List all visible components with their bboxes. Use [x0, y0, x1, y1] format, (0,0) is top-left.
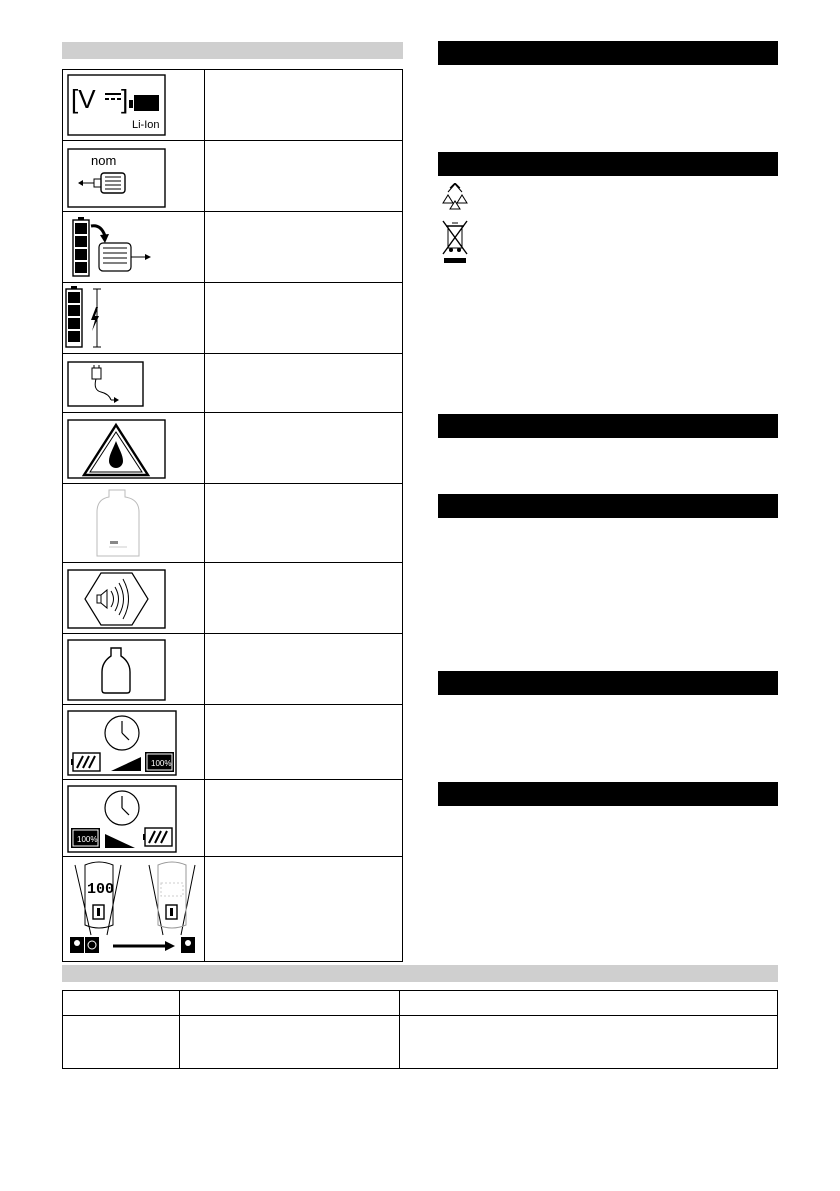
nom-label: nom — [91, 153, 117, 168]
nominal-motor-icon — [63, 141, 204, 211]
svg-text:[V: [V — [71, 84, 96, 114]
section-header-bar — [438, 152, 778, 176]
symbol-row — [63, 283, 403, 354]
detergent-bottle-icon — [63, 484, 204, 562]
display-value: 100 — [87, 881, 115, 898]
sound-level-icon — [63, 563, 204, 633]
symbol-table — [62, 69, 403, 962]
symbol-row — [63, 857, 403, 962]
section-header-bar — [438, 414, 778, 438]
discharge-full-label: 100% — [77, 835, 98, 844]
symbol-row — [63, 413, 403, 484]
discharge-time-icon — [63, 780, 204, 856]
symbol-row — [63, 705, 403, 780]
display-standby-icon — [63, 857, 204, 961]
fluid-warning-icon — [63, 413, 204, 483]
battery-charge-lightning-icon — [63, 283, 204, 353]
table-row — [63, 991, 778, 1016]
symbol-row — [63, 354, 403, 413]
crossed-out-bin-icon — [440, 218, 470, 266]
charge-time-icon — [63, 705, 204, 779]
battery-to-motor-icon — [63, 212, 204, 282]
section-header-bar — [438, 782, 778, 806]
recycle-icon — [440, 183, 470, 211]
symbol-row — [63, 484, 403, 563]
bottom-section-bar — [62, 965, 778, 982]
table-row — [63, 1016, 778, 1069]
symbol-row — [63, 780, 403, 857]
disposal-icons — [440, 183, 470, 271]
specs-table — [62, 990, 778, 1069]
section-header-bar — [438, 494, 778, 518]
voltage-li-ion-icon — [63, 70, 204, 140]
left-section-bar — [62, 42, 403, 59]
weight-icon — [63, 634, 204, 704]
section-header-bar — [438, 671, 778, 695]
symbol-row — [63, 563, 403, 634]
svg-text:]: ] — [121, 84, 129, 114]
symbol-row — [63, 141, 403, 212]
symbol-row — [63, 634, 403, 705]
charger-plug-icon — [63, 354, 204, 412]
symbol-row — [63, 70, 403, 141]
section-header-bar — [438, 41, 778, 65]
li-ion-label: Li-Ion — [132, 119, 160, 131]
charge-full-label: 100% — [151, 759, 172, 768]
symbol-row — [63, 212, 403, 283]
